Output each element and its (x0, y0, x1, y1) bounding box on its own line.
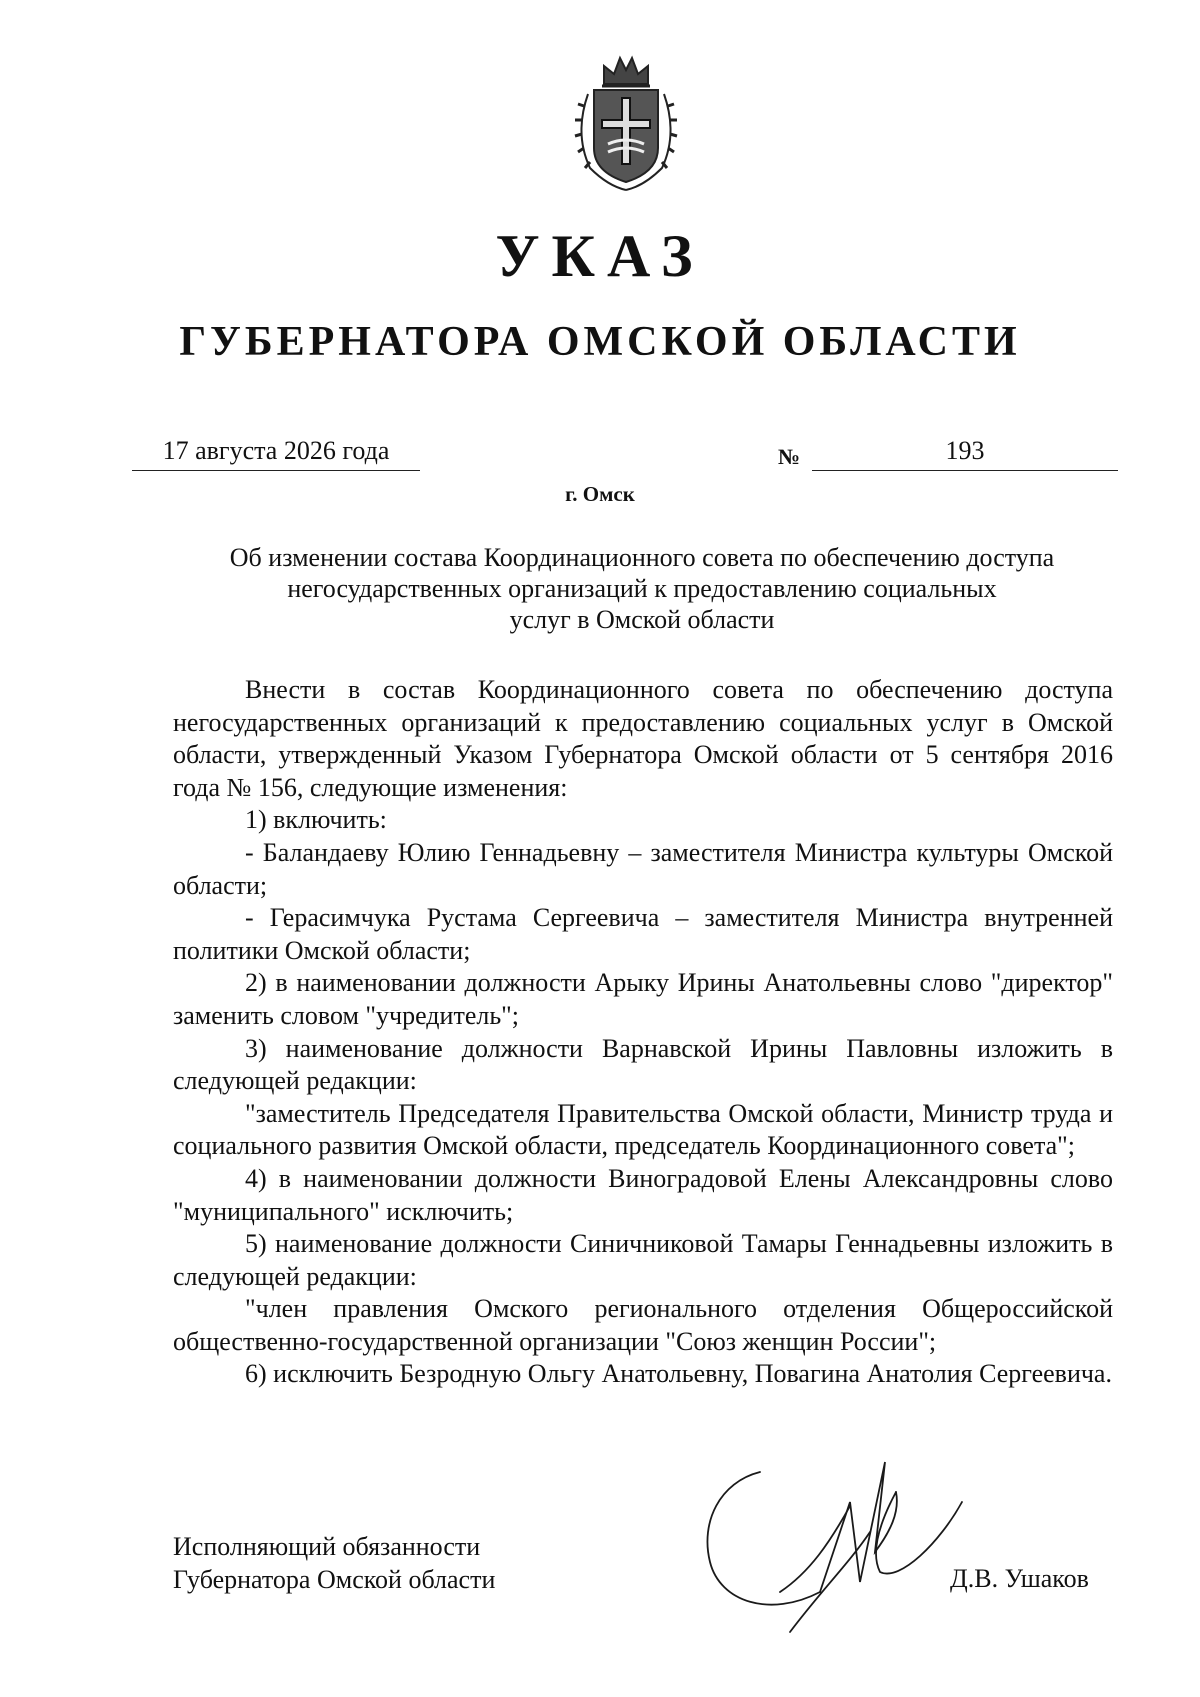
body-paragraph: 3) наименование должности Варнавской Ирины Павловны изложить в следующей редакции: (173, 1033, 1113, 1096)
decree-number: 193 (812, 432, 1118, 471)
handwritten-signature-icon (700, 1442, 970, 1638)
coat-of-arms-emblem (568, 44, 684, 192)
subject-line: услуг в Омской области (509, 605, 775, 634)
body-paragraph: "заместитель Председателя Правительства Омской области, Министр труда и социального развития Омской области, председатель Координационного совета"; (173, 1098, 1113, 1161)
position-line: Губернатора Омской области (173, 1565, 496, 1594)
body-paragraph: 2) в наименовании должности Арыку Ирины Анатольевны слово "директор" заменить словом "учредитель"; (173, 968, 1113, 1030)
subject-line: негосударственных организаций к предоставлению социальных (287, 574, 997, 603)
body-paragraph: 5) наименование должности Синичниковой Тамары Геннадьевны изложить в следующей редакции: (173, 1229, 1113, 1291)
decree-date: 17 августа 2026 года (132, 432, 420, 471)
body-paragraph: - Герасимчука Рустама Сергеевича – заместителя Министра внутренней политики Омской области; (173, 903, 1113, 965)
body-paragraph: 1) включить: (245, 805, 387, 835)
decree-subject (172, 542, 1112, 635)
signatory-name: Д.В. Ушаков (950, 1564, 1089, 1593)
body-paragraph: - Баландаеву Юлию Геннадьевну – заместителя Министра культуры Омской области; (173, 837, 1113, 900)
body-paragraph: 4) в наименовании должности Виноградовой Елены Александровны слово "муниципального" исключить; (173, 1163, 1113, 1226)
signatory-position (173, 1530, 495, 1596)
body-paragraph: 6) исключить Безродную Ольгу Анатольевну, Повагина Анатолия Сергеевича. (245, 1359, 1112, 1389)
subject-line: Об изменении состава Координационного совета по обеспечению доступа (229, 543, 1055, 572)
decree-title: УКАЗ (495, 223, 705, 289)
city-label: г. Омск (565, 482, 635, 506)
body-paragraph: "член правления Омского регионального отделения Общероссийской общественно-государственной организации "Союз женщин России"; (173, 1294, 1113, 1356)
number-sign: № (778, 444, 801, 469)
body-paragraph: Внести в состав Координационного совета по обеспечению доступа негосударственных организаций к предоставлению социальных услуг в Омской области, утвержденный Указом Губернатора Омской области от 5 сентября 2016 года № 156, следующие изменения: (173, 675, 1113, 802)
decree-body (173, 674, 1113, 1391)
issuer-title: ГУБЕРНАТОРА ОМСКОЙ ОБЛАСТИ (179, 319, 1021, 365)
position-line: Исполняющий обязанности (173, 1532, 481, 1561)
